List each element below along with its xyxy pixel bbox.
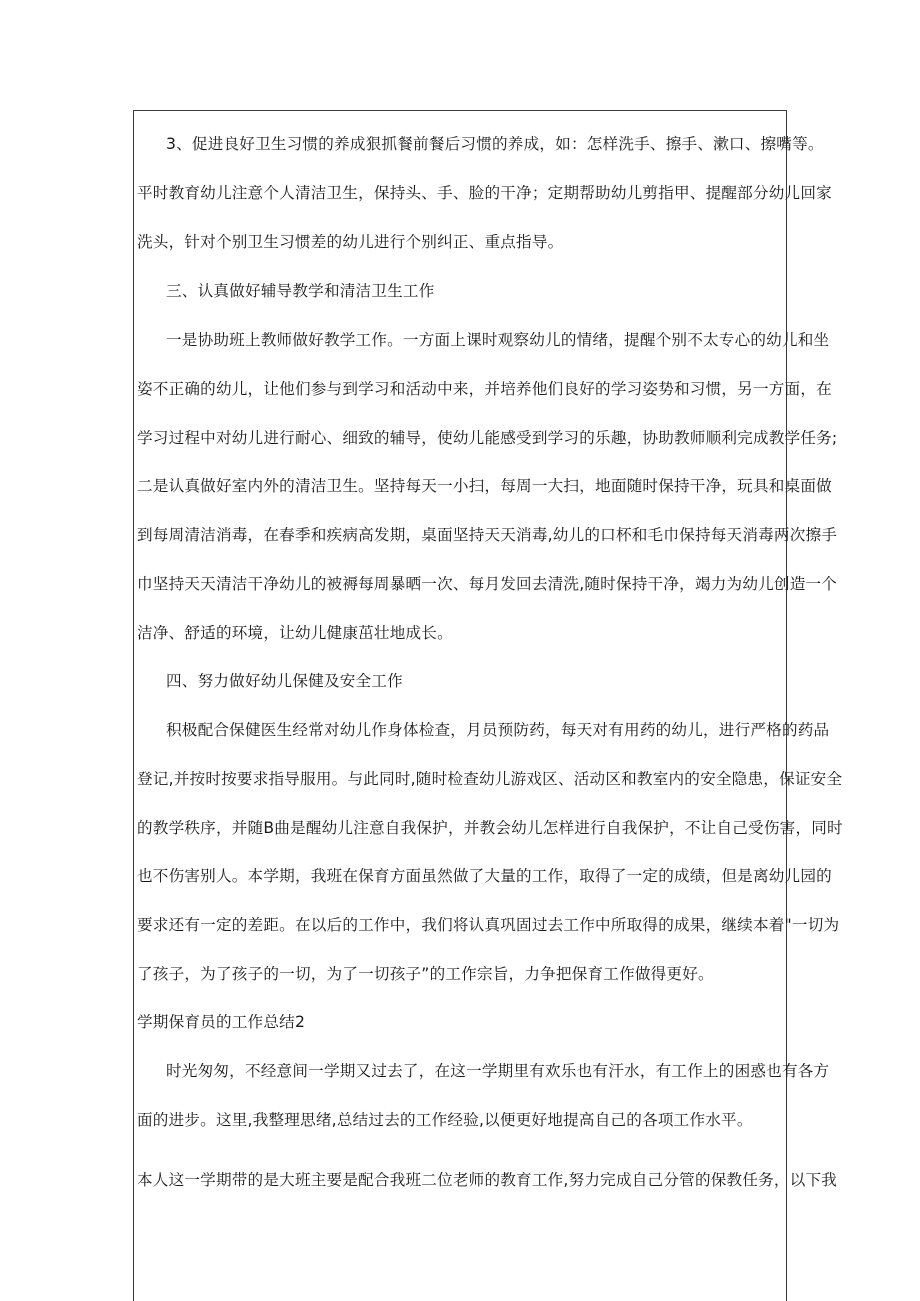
paragraph-line: 的教学秩序，并随B曲是醒幼儿注意自我保护，并教会幼儿怎样进行自我保护，不让自己受伤害，同时 [137, 819, 843, 837]
paragraph-line: 登记,并按时按要求指导服用。与此同时,随时检查幼儿游戏区、活动区和教室内的安全隐患，保证安全 [137, 770, 843, 788]
paragraph-line: 二是认真做好室内外的清洁卫生。坚持每天一小扫，每周一大扫，地面随时保持干净，玩具和桌面做 [137, 477, 832, 495]
paragraph-line: 面的进步。这里,我整理思绪,总结过去的工作经验,以便更好地提高自己的各项工作水平。 [137, 1111, 753, 1129]
section-heading: 三、认真做好辅导教学和清洁卫生工作 [166, 282, 435, 300]
paragraph-line: 也不伤害别人。本学期，我班在保育方面虽然做了大量的工作，取得了一定的成绩，但是离幼儿园的 [137, 867, 832, 885]
document-title: 学期保育员的工作总结2 [137, 1013, 306, 1031]
paragraph-line: 3、促进良好卫生习惯的养成狠抓餐前餐后习惯的养成，如：怎样洗手、擦手、漱口、擦嘴等。 [166, 135, 824, 153]
paragraph-line: 学习过程中对幼儿进行耐心、细致的辅导，使幼儿能感受到学习的乐趣，协助教师顺利完成教学任务; [137, 429, 838, 447]
paragraph-line: 时光匆匆，不经意间一学期又过去了，在这一学期里有欢乐也有汗水，有工作上的困惑也有各方 [166, 1062, 830, 1080]
paragraph-line: 姿不正确的幼儿，让他们参与到学习和活动中来，并培养他们良好的学习姿势和习惯，另一方面，在 [137, 380, 832, 398]
paragraph-line: 本人这一学期带的是大班主要是配合我班二位老师的教育工作,努力完成自己分管的保教任务，以下我 [137, 1171, 838, 1189]
paragraph-line: 积极配合保健医生经常对幼儿作身体检查，月员预防药，每天对有用药的幼儿，进行严格的药品 [166, 721, 830, 739]
paragraph-line: 要求还有一定的差距。在以后的工作中，我们将认真巩固过去工作中所取得的成果，继续本着"一切为 [137, 916, 840, 934]
paragraph-line: 洗头，针对个别卫生习惯差的幼儿进行个别纠正、重点指导。 [137, 233, 564, 251]
section-heading: 四、努力做好幼儿保健及安全工作 [166, 672, 403, 690]
paragraph-line: 平时教育幼儿注意个人清洁卫生，保持头、手、脸的干净；定期帮助幼儿剪指甲、提醒部分幼儿回家 [137, 184, 832, 202]
paragraph-line: 到每周清洁消毒，在春季和疾病高发期，桌面坚持天天消毒,幼儿的口杯和毛巾保持每天消毒两次擦手 [137, 526, 838, 544]
paragraph-line: 了孩子，为了孩子的一切，为了一切孩子”的工作宗旨，力争把保育工作做得更好。 [137, 965, 714, 983]
paragraph-line: 一是协助班上教师做好教学工作。一方面上课时观察幼儿的情绪，提醒个别不太专心的幼儿和坐 [166, 331, 830, 349]
paragraph-line: 洁净、舒适的环境，让幼儿健康茁壮地成长。 [137, 624, 453, 642]
paragraph-line: 巾坚持天天清洁干净幼儿的被褥每周暴晒一次、每月发回去清洗,随时保持干净，竭力为幼儿创造一个 [137, 575, 838, 593]
